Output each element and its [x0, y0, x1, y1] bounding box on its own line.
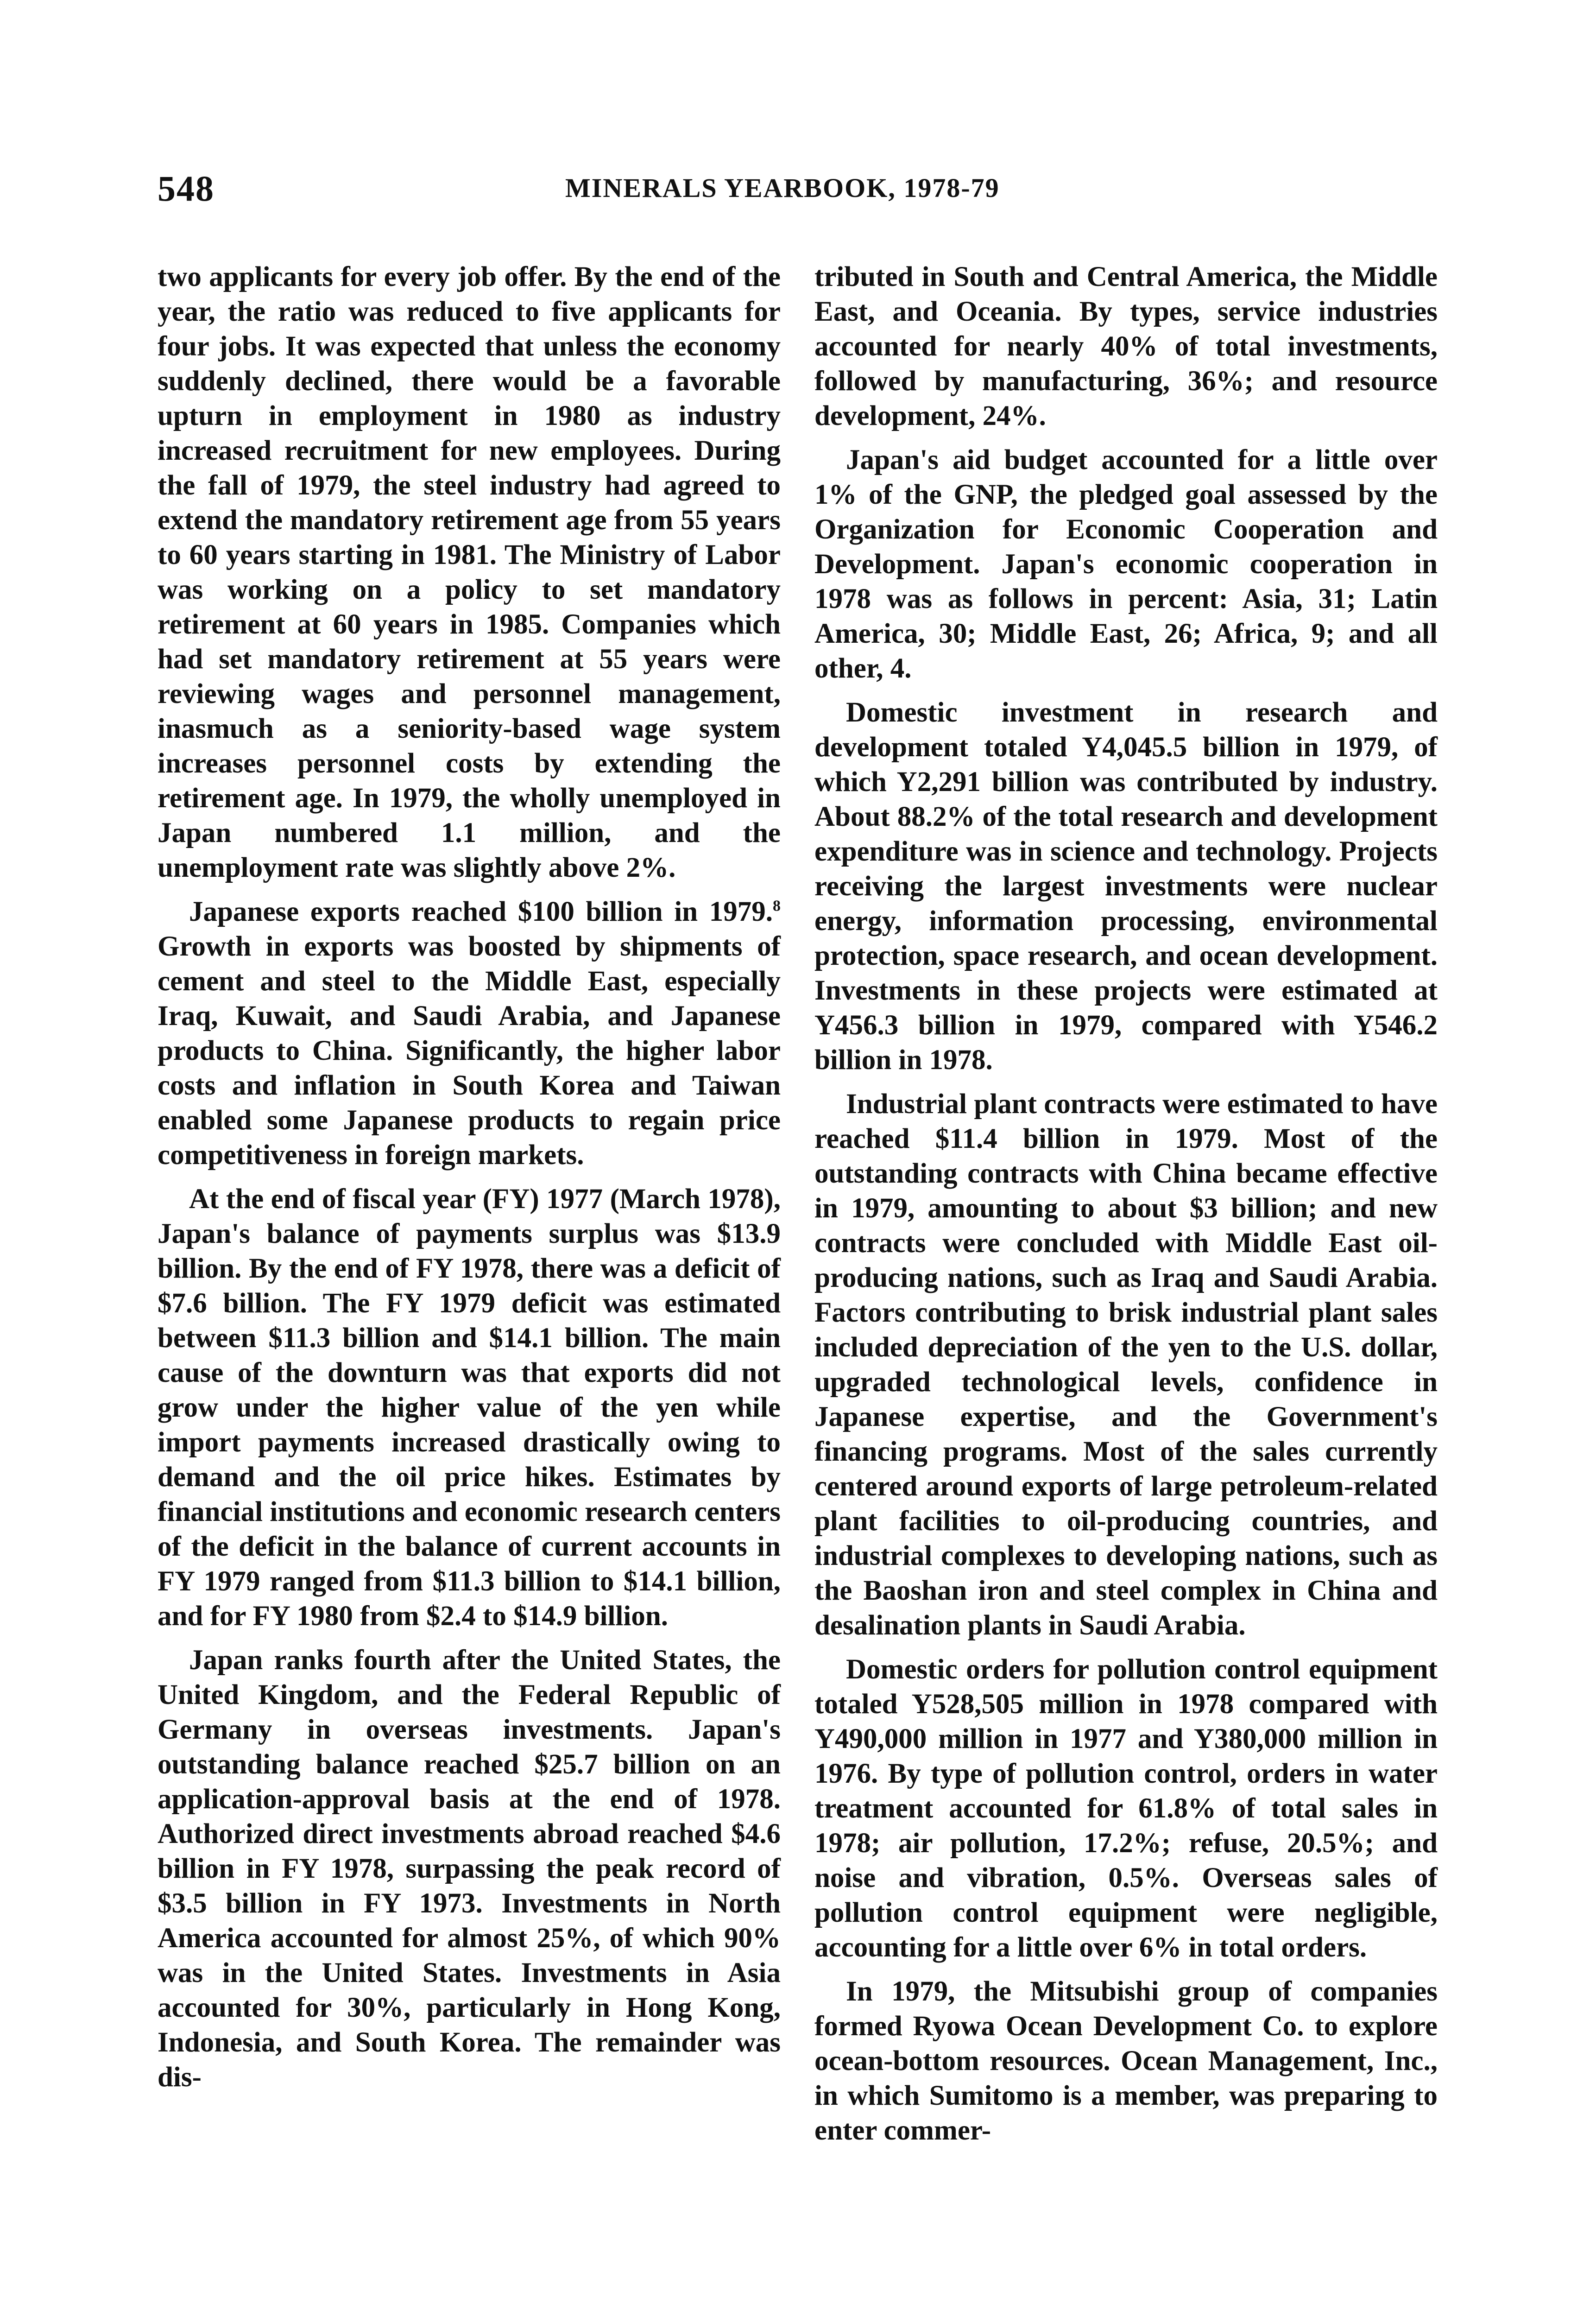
running-head: MINERALS YEARBOOK, 1978-79 — [565, 173, 1000, 203]
exports-text-end: Growth in exports was boosted by shipments of cement and steel to the Middle East, especially Iraq, Kuwait, and Saudi Arabia, and Japanese products to China. Significantly, the higher labor costs and inflation in South Korea and Taiwan enabled some Japanese products to regain price competitiveness in foreign markets. — [158, 931, 781, 1171]
paragraph-employment: two applicants for every job offer. By the end of the year, the ratio was reduced to five applicants for four jobs. It was expected that unless the economy suddenly declined, there would be a favorable upturn in employment in 1980 as industry increased recruitment for new employees. During the fall of 1979, the steel industry had agreed to extend the mandatory retirement age from 55 years to 60 years starting in 1981. The Ministry of Labor was working on a policy to set mandatory retirement at 60 years in 1985. Companies which had set mandatory retirement at 55 years were reviewing wages and personnel management, inasmuch as a seniority-based wage system increases personnel costs by extending the retirement age. In 1979, the wholly unemployed in Japan numbered 1.1 million, and the unemployment rate was slightly above 2%. — [158, 261, 781, 883]
paragraph-investment-distribution: tributed in South and Central America, the Middle East, and Oceania. By types, service industries accounted for nearly 40% of total investments, followed by manufacturing, 36%; and resource development, 24%. — [814, 261, 1438, 431]
exports-text-start: Japanese exports reached $100 billion in 1979. — [189, 896, 773, 927]
footnote-marker: 8 — [773, 897, 781, 915]
paragraph-exports — [158, 894, 781, 1172]
paragraph-ocean-development: In 1979, the Mitsubishi group of companies formed Ryowa Ocean Development Co. to explore ocean-bottom resources. Ocean Management, Inc., in which Sumitomo is a member, was preparing to enter commer- — [814, 1976, 1438, 2146]
paragraph-research-development: Domestic investment in research and development totaled Y4,045.5 billion in 1979, of which Y2,291 billion was contributed by industry. About 88.2% of the total research and development expenditure was in science and technology. Projects receiving the largest investments were nuclear energy, information processing, environmental protection, space research, and ocean development. Investments in these projects were estimated at Y456.3 billion in 1979, compared with Y546.2 billion in 1978. — [814, 697, 1438, 1076]
paragraph-overseas-investments: Japan ranks fourth after the United States, the United Kingdom, and the Federal Republic of Germany in overseas investments. Japan's outstanding balance reached $25.7 billion on an application-approval basis at the end of 1978. Authorized direct investments abroad reached $4.6 billion in FY 1978, surpassing the peak record of $3.5 billion in FY 1973. Investments in North America accounted for almost 25%, of which 90% was in the United States. Investments in Asia accounted for 30%, particularly in Hong Kong, Indonesia, and South Korea. The remainder was dis- — [158, 1645, 781, 2093]
paragraph-balance-of-payments: At the end of fiscal year (FY) 1977 (March 1978), Japan's balance of payments surplus was $13.9 billion. By the end of FY 1978, there was a deficit of $7.6 billion. The FY 1979 deficit was estimated between $11.3 billion and $14.1 billion. The main cause of the downturn was that exports did not grow under the higher value of the yen while import payments increased drastically owing to demand and the oil price hikes. Estimates by financial institutions and economic research centers of the deficit in the balance of current accounts in FY 1979 ranged from $11.3 billion to $14.1 billion, and for FY 1980 from $2.4 to $14.9 billion. — [158, 1184, 781, 1632]
paragraph-industrial-plant: Industrial plant contracts were estimated to have reached $11.4 billion in 1979. Most of the outstanding contracts with China became effective in 1979, amounting to about $3 billion; and new contracts were concluded with Middle East oil-producing nations, such as Iraq and Saudi Arabia. Factors contributing to brisk industrial plant sales included depreciation of the yen to the U.S. dollar, upgraded technological levels, confidence in Japanese expertise, and the Government's financing programs. Most of the sales currently centered around exports of large petroleum-related plant facilities to oil-producing countries, and industrial complexes to developing nations, such as the Baoshan iron and steel complex in China and desalination plants in Saudi Arabia. — [814, 1089, 1438, 1641]
left-column — [158, 260, 781, 2104]
paragraph-pollution-control: Domestic orders for pollution control equipment totaled Y528,505 million in 1978 compared with Y490,000 million in 1977 and Y380,000 million in 1976. By type of pollution control, orders in water treatment accounted for 61.8% of total sales in 1978; air pollution, 17.2%; refuse, 20.5%; and noise and vibration, 0.5%. Overseas sales of pollution control equipment were negligible, accounting for a little over 6% in total orders. — [814, 1654, 1438, 1963]
right-column — [814, 260, 1438, 2157]
page-number: 548 — [158, 168, 214, 209]
paragraph-aid-budget: Japan's aid budget accounted for a little over 1% of the GNP, the pledged goal assessed by the Organization for Economic Cooperation and Development. Japan's economic cooperation in 1978 was as follows in percent: Asia, 31; Latin America, 30; Middle East, 26; Africa, 9; and all other, 4. — [814, 444, 1438, 684]
